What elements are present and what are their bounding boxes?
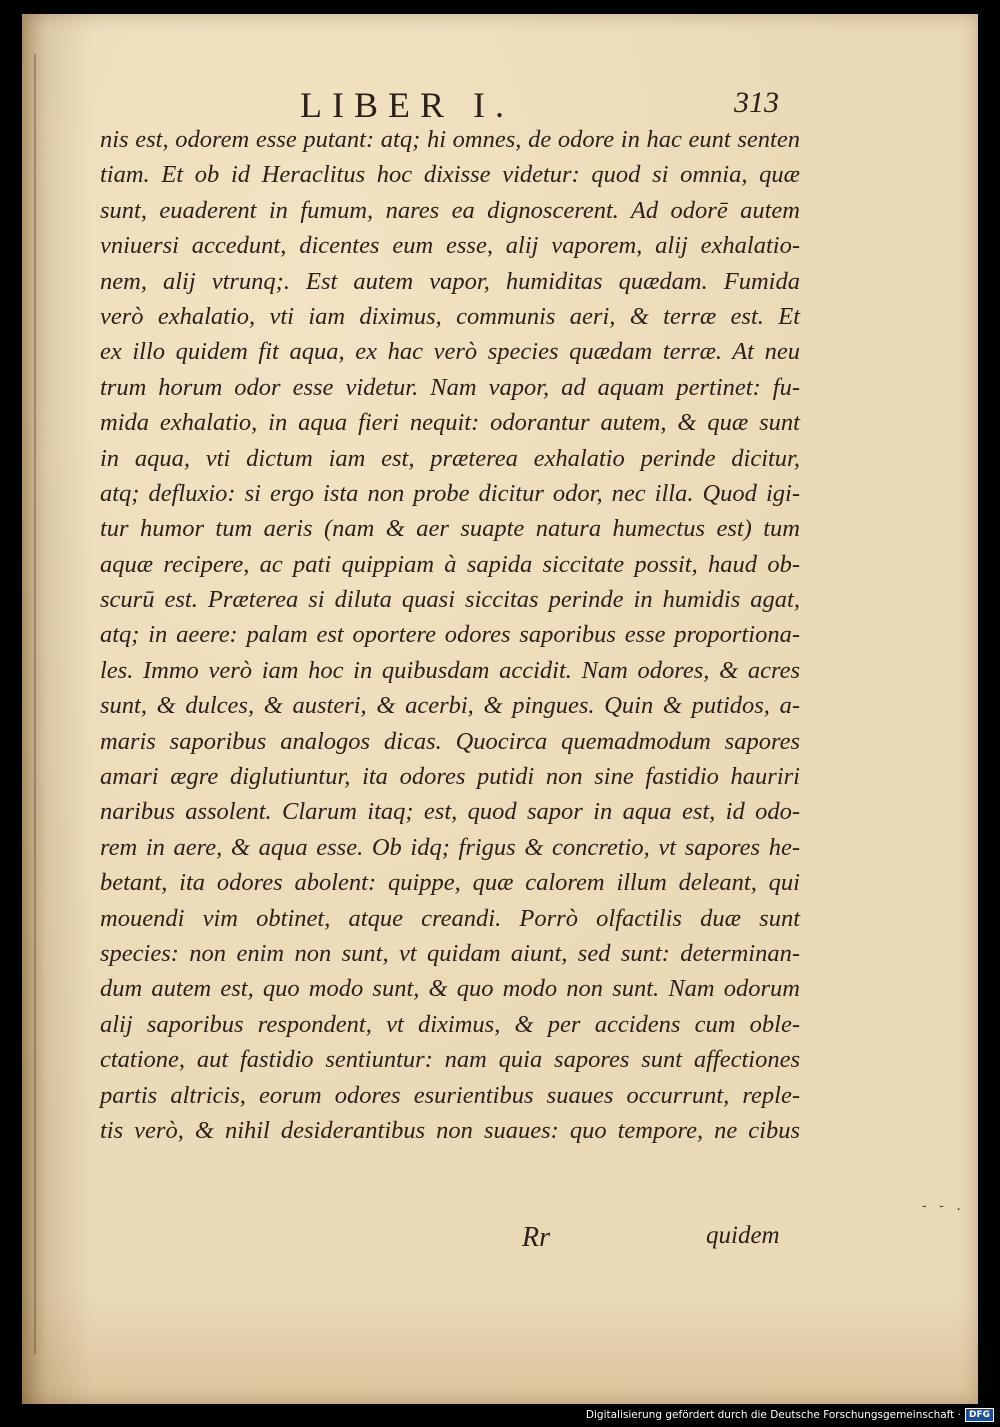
page-footer <box>22 1222 978 1262</box>
text-line: tiam. Et ob id Heraclitus hoc dixisse videtur: quod si omnia, quæ <box>100 161 800 189</box>
text-line: ex illo quidem fit aqua, ex hac verò species quædam terræ. At neu <box>100 338 800 366</box>
text-line: mida exhalatio, in aqua fieri nequit: odorantur autem, & quæ sunt <box>100 409 800 437</box>
text-line: tur humor tum aeris (nam & aer suapte natura humectus est) tum <box>100 515 800 543</box>
text-line: sunt, euaderent in fumum, nares ea dignoscerent. Ad odorē autem <box>100 196 800 224</box>
page-number: 313 <box>734 86 779 119</box>
text-line: naribus assolent. Clarum itaq; est, quod sapor in aqua est, id odo- <box>100 798 800 826</box>
text-line: partis altricis, eorum odores esurientibus suaues occurrunt, reple- <box>100 1081 800 1109</box>
text-line: amari ægre diglutiuntur, ita odores putidi non sine fastidio hauriri <box>100 763 800 791</box>
text-line: les. Immo verò iam hoc in quibusdam accidit. Nam odores, & acres <box>100 656 800 684</box>
text-line: betant, ita odores abolent: quippe, quæ calorem illum deleant, qui <box>100 869 800 897</box>
text-line: atq; in aeere: palam est oportere odores saporibus esse proportiona- <box>100 621 800 649</box>
text-line: rem in aere, & aqua esse. Ob idq; frigus & concretio, vt sapores he- <box>100 833 800 861</box>
body-text <box>100 122 800 1148</box>
edge-marks: - - . <box>922 1198 965 1214</box>
text-line: scurū est. Præterea si diluta quasi siccitas perinde in humidis agat, <box>100 586 800 614</box>
text-line: maris saporibus analogos dicas. Quocirca quemadmodum sapores <box>100 727 800 755</box>
digitization-notice: Digitalisierung gefördert durch die Deutsche Forschungsgemeinschaft · <box>585 1409 961 1421</box>
book-page <box>22 14 978 1404</box>
text-line: trum horum odor esse videtur. Nam vapor, ad aquam pertinet: fu- <box>100 373 800 401</box>
catchword: quidem <box>706 1222 780 1249</box>
text-line: sunt, & dulces, & austeri, & acerbi, & pingues. Quin & putidos, a- <box>100 692 800 720</box>
text-line: nem, alij vtrunq;. Est autem vapor, humiditas quædam. Fumida <box>100 267 800 295</box>
text-line: nis est, odorem esse putant: atq; hi omnes, de odore in hac eunt senten <box>100 126 800 153</box>
text-line: verò exhalatio, vti iam diximus, communis aeri, & terræ est. Et <box>100 302 800 330</box>
gutter-shadow <box>34 54 36 1354</box>
text-line: species: non enim non sunt, vt quidam aiunt, sed sunt: determinan- <box>100 939 800 967</box>
text-line: dum autem est, quo modo sunt, & quo modo non sunt. Nam odorum <box>100 975 800 1003</box>
text-line: vniuersi accedunt, dicentes eum esse, alij vaporem, alij exhalatio- <box>100 232 800 260</box>
text-line: mouendi vim obtinet, atque creandi. Porrò olfactilis duæ sunt <box>100 904 800 932</box>
text-line: ctatione, aut fastidio sentiuntur: nam quia sapores sunt affectiones <box>100 1046 800 1074</box>
text-line: aquæ recipere, ac pati quippiam à sapida siccitate possit, haud ob- <box>100 550 800 578</box>
text-line: atq; defluxio: si ergo ista non probe dicitur odor, nec illa. Quod igi- <box>100 479 800 507</box>
dfg-logo-icon: DFG <box>965 1408 994 1422</box>
text-line: in aqua, vti dictum iam est, præterea exhalatio perinde dicitur, <box>100 444 800 472</box>
running-head: LIBER I. <box>300 85 514 125</box>
signature-mark: Rr <box>522 1222 550 1253</box>
digitization-credit <box>586 1407 994 1423</box>
text-line: alij saporibus respondent, vt diximus, & per accidens cum oble- <box>100 1010 800 1038</box>
text-line: tis verò, & nihil desiderantibus non suaues: quo tempore, ne cibus <box>100 1116 800 1144</box>
